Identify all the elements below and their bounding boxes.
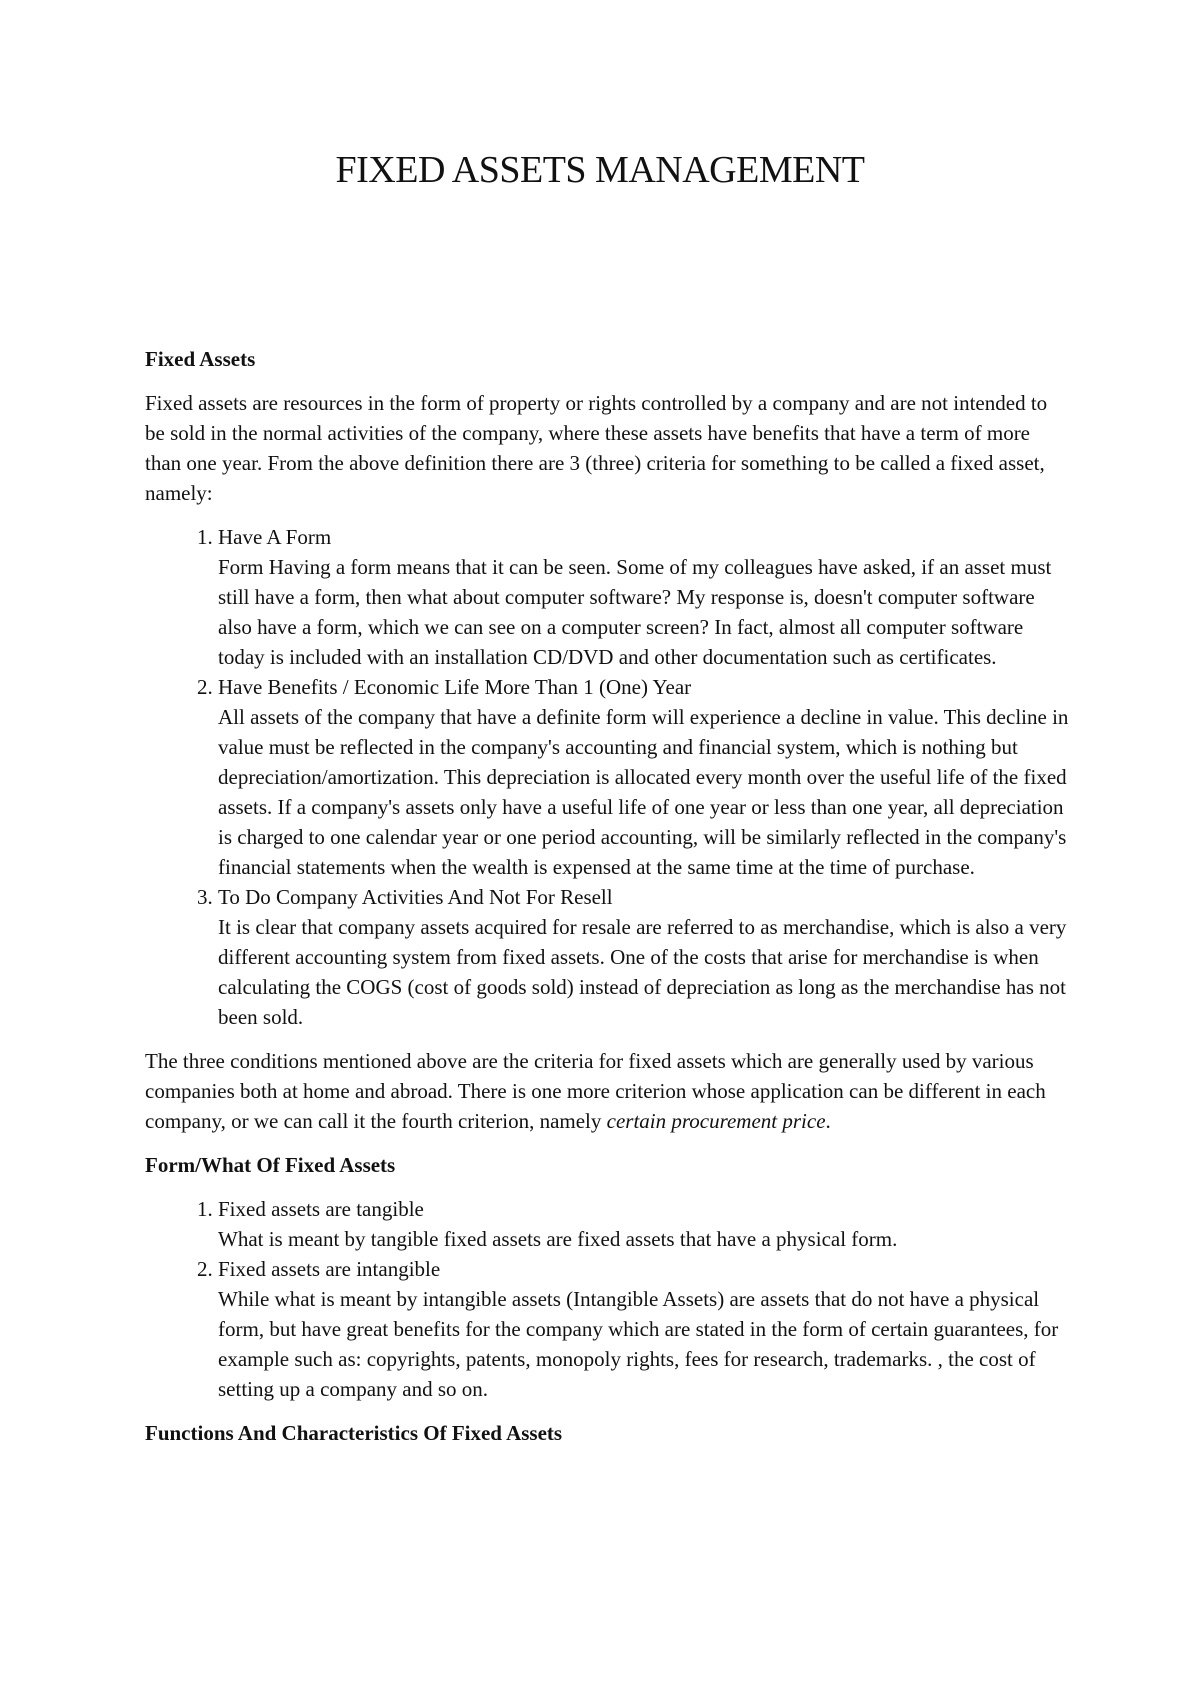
- closing-text: The three conditions mentioned above are the criteria for fixed assets which are generally used by various companies both at home and abroad. There is one more criterion whose application can be different in each company, or we can call it the fourth criterion, namely: [145, 1049, 1046, 1133]
- criterion-title: 3. To Do Company Activities And Not For Resell: [218, 885, 613, 909]
- criterion-body: All assets of the company that have a definite form will experience a decline in value. This decline in value must be reflected in the company's accounting and financial system, which is nothing but depreciation/amortization. This depreciation is allocated every month over the useful life of the fixed assets. If a company's assets only have a useful life of one year or less than one year, all depreciation is charged to one calendar year or one period accounting, will be similarly reflected in the company's financial statements when the wealth is expensed at the same time at the time of purchase.: [218, 705, 1069, 879]
- list-item: [218, 882, 1070, 1032]
- document-body: [145, 344, 1070, 1462]
- section-heading-form-what: Form/What Of Fixed Assets: [145, 1153, 396, 1177]
- asset-form-body: What is meant by tangible fixed assets are fixed assets that have a physical form.: [218, 1227, 898, 1251]
- list-item: [218, 1194, 1070, 1254]
- asset-form-body: While what is meant by intangible assets (Intangible Assets) are assets that do not have a physical form, but have great benefits for the company which are stated in the form of certain guarantees, for example such as: copyrights, patents, monopoly rights, fees for research, trademarks. , the cost of setting up a company and so on.: [218, 1287, 1059, 1401]
- fixed-asset-criteria-list: [145, 522, 1070, 1032]
- criterion-title: 2. Have Benefits / Economic Life More Than 1 (One) Year: [218, 675, 692, 699]
- page-title: FIXED ASSETS MANAGEMENT: [335, 149, 865, 191]
- closing-emphasis: certain procurement price: [606, 1109, 826, 1133]
- fixed-assets-intro-paragraph: Fixed assets are resources in the form of property or rights controlled by a company and are not intended to be sold in the normal activities of the company, where these assets have benefits that have a term of more than one year. From the above definition there are 3 (three) criteria for something to be called a fixed asset, namely:: [145, 391, 1048, 505]
- list-item: [218, 522, 1070, 672]
- closing-end: .: [825, 1109, 831, 1133]
- list-item: [218, 1254, 1070, 1404]
- asset-form-list: [145, 1194, 1070, 1404]
- criteria-closing-paragraph: [145, 1046, 1070, 1136]
- section-heading-functions: Functions And Characteristics Of Fixed Assets: [145, 1421, 563, 1445]
- list-item: [218, 672, 1070, 882]
- criterion-body: It is clear that company assets acquired for resale are referred to as merchandise, which is also a very different accounting system from fixed assets. One of the costs that arise for merchandise is when calculating the COGS (cost of goods sold) instead of depreciation as long as the merchandise has not been sold.: [218, 915, 1067, 1029]
- asset-form-title: 1. Fixed assets are tangible: [218, 1197, 424, 1221]
- section-heading-fixed-assets: Fixed Assets: [145, 347, 256, 371]
- criterion-body: Form Having a form means that it can be seen. Some of my colleagues have asked, if an asset must still have a form, then what about computer software? My response is, doesn't computer software also have a form, which we can see on a computer screen? In fact, almost all computer software today is included with an installation CD/DVD and other documentation such as certificates.: [218, 555, 1052, 669]
- criterion-title: 1. Have A Form: [218, 525, 332, 549]
- asset-form-title: 2. Fixed assets are intangible: [218, 1257, 441, 1281]
